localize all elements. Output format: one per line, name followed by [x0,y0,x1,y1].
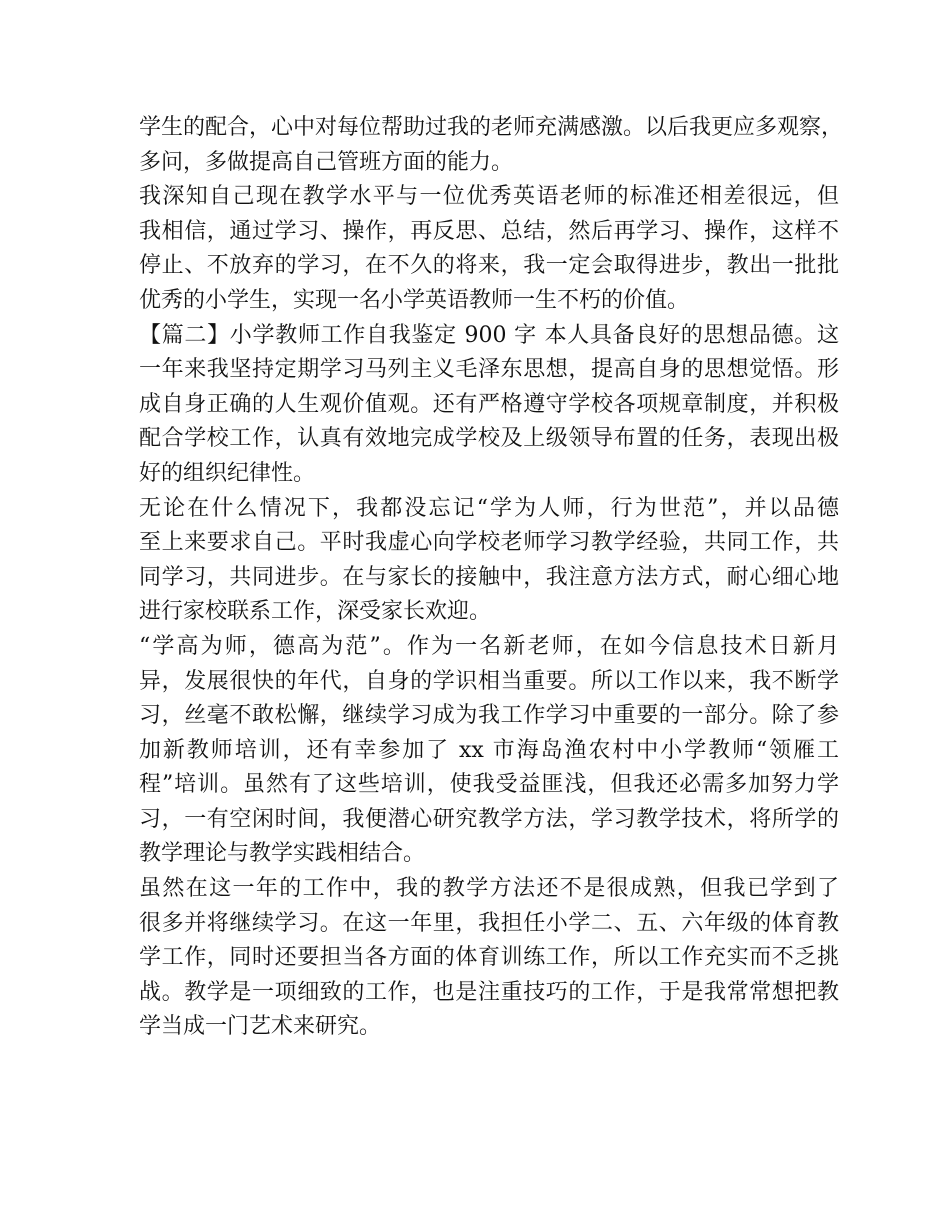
text-line: 【篇二】小学教师工作自我鉴定 900 字 本人具备良好的思想品德。这 [139,322,839,348]
text-line: 异，发展很快的年代，自身的学识相当重要。所以工作以来，我不断学 [139,668,839,694]
text-line: 停止、不放弃的学习，在不久的将来，我一定会取得进步，教出一批批 [139,253,839,279]
text-line: 无论在什么情况下，我都没忘记“学为人师，行为世范”，并以品德 [139,495,839,521]
text-line: 习，一有空闲时间，我便潜心研究教学方法，学习教学技术，将所学的 [139,806,839,832]
text-line: 进行家校联系工作，深受家长欢迎。 [139,599,492,625]
text-line: 很多并将继续学习。在这一年里，我担任小学二、五、六年级的体育教 [139,910,839,936]
text-line: 学当成一门艺术来研究。 [139,1014,382,1040]
text-line: 学工作，同时还要担当各方面的体育训练工作，所以工作充实而不乏挑 [139,945,839,971]
text-line: 多问，多做提高自己管班方面的能力。 [139,149,514,175]
text-line: 教学理论与教学实践相结合。 [139,841,426,867]
text-line: 至上来要求自己。平时我虚心向学校老师学习教学经验，共同工作，共 [139,530,839,556]
text-line: 我相信，通过学习、操作，再反思、总结，然后再学习、操作，这样不 [139,218,839,244]
text-line: 虽然在这一年的工作中，我的教学方法还不是很成熟，但我已学到了 [139,876,839,902]
text-line: 同学习，共同进步。在与家长的接触中，我注意方法方式，耐心细心地 [139,564,839,590]
text-line: 成自身正确的人生观价值观。还有严格遵守学校各项规章制度，并积极 [139,391,839,417]
text-line: 习，丝毫不敢松懈，继续学习成为我工作学习中重要的一部分。除了参 [139,703,839,729]
text-line: 配合学校工作，认真有效地完成学校及上级领导布置的任务，表现出极 [139,426,839,452]
text-line: 一年来我坚持定期学习马列主义毛泽东思想，提高自身的思想觉悟。形 [139,357,839,383]
text-line: 学生的配合，心中对每位帮助过我的老师充满感激。以后我更应多观察， [139,115,844,140]
text-line: 加新教师培训，还有幸参加了 xx 市海岛渔农村中小学教师“领雁工 [139,737,839,763]
text-line: “学高为师，德高为范”。作为一名新老师，在如今信息技术日新月 [139,633,839,659]
text-line: 战。教学是一项细致的工作，也是注重技巧的工作，于是我常常想把教 [139,979,839,1005]
text-line: 优秀的小学生，实现一名小学英语教师一生不朽的价值。 [139,287,690,313]
text-line: 好的组织纪律性。 [139,460,316,486]
body-text [139,111,844,1045]
text-line: 我深知自己现在教学水平与一位优秀英语老师的标准还相差很远，但 [139,184,839,210]
text-line: 程”培训。虽然有了这些培训，使我受益匪浅，但我还必需多加努力学 [139,772,839,798]
